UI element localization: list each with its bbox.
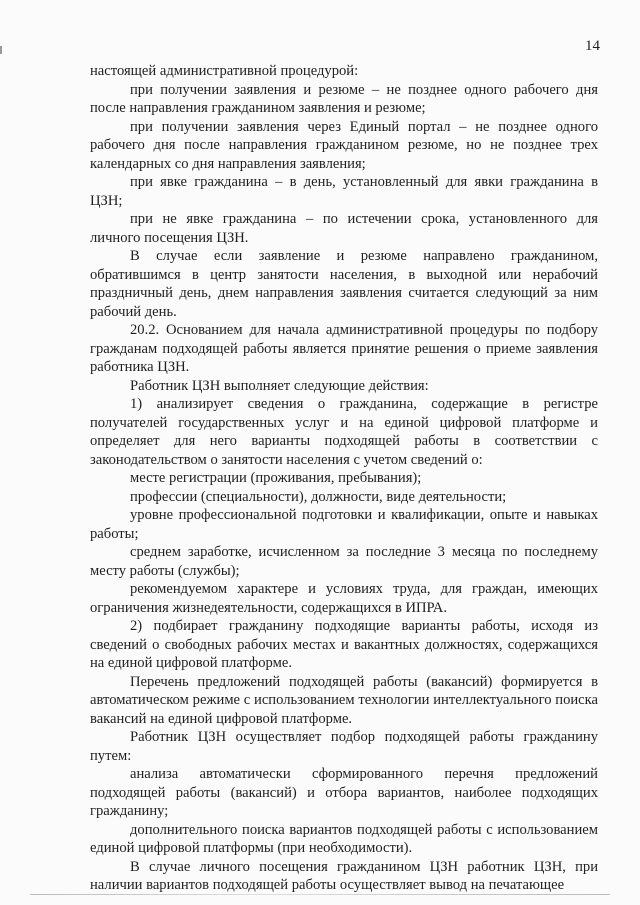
paragraph: при получении заявления через Единый портал – не позднее одного рабочего дня после направления гражданином резюме, но не позднее трех календарных со дня направления заявления; bbox=[90, 118, 598, 172]
paragraph: при не явке гражданина – по истечении срока, установленного для личного посещения ЦЗН. bbox=[90, 211, 598, 246]
paragraph: В случае личного посещения гражданином ЦЗН работник ЦЗН, при наличии вариантов подходящей работы осуществляет вывод на печатающее bbox=[90, 858, 598, 893]
paragraph: анализа автоматически сформированного перечня предложений подходящей работы (вакансий) и отбора вариантов, наиболее подходящих гражданину; bbox=[90, 766, 598, 819]
paragraph: 1) анализирует сведения о гражданина, содержащие в регистре получателей государственных услуг и на единой цифровой платформе и определяет для него варианты подходящей работы в соответствии с законодательством о занятости населения с учетом сведений о: bbox=[90, 396, 598, 468]
document-body bbox=[90, 62, 598, 895]
paragraph: настоящей административной процедурой: bbox=[90, 63, 359, 79]
paragraph: 2) подбирает гражданину подходящие варианты работы, исходя из сведений о свободных рабочих местах и вакантных должностях, содержащихся на единой цифровой платформе. bbox=[90, 618, 598, 671]
page-number: 14 bbox=[585, 38, 600, 54]
paragraph: Работник ЦЗН осуществляет подбор подходящей работы гражданину путем: bbox=[90, 729, 598, 764]
paragraph: Перечень предложений подходящей работы (вакансий) формируется в автоматическом режиме с использованием технологии интеллектуального поиска вакансий на единой цифровой платформе. bbox=[90, 673, 598, 727]
paragraph: Работник ЦЗН выполняет следующие действия: bbox=[130, 377, 429, 394]
paragraph: рекомендуемом характере и условиях труда, для граждан, имеющих ограничения жизнедеятельности, содержащихся в ИПРА. bbox=[90, 581, 598, 616]
paragraph: дополнительного поиска вариантов подходящей работы с использованием единой цифровой платформы (при необходимости). bbox=[90, 821, 598, 856]
scan-bottom-line bbox=[30, 894, 610, 895]
paragraph: В случае если заявление и резюме направлено гражданином, обратившимся в центр занятости населения, в выходной или нерабочий праздничный день, днем направления заявления считается следующий за ним рабочий день. bbox=[90, 248, 598, 320]
paragraph: месте регистрации (проживания, пребывания); bbox=[130, 470, 422, 486]
paragraph: 20.2. Основанием для начала административной процедуры по подбору гражданам подходящей работы является принятие решения о приеме заявления работника ЦЗН. bbox=[90, 322, 598, 375]
paragraph: среднем заработке, исчисленном за последние 3 месяца по последнему месту работы (службы); bbox=[90, 544, 598, 579]
paragraph: уровне профессиональной подготовки и квалификации, опыте и навыках работы; bbox=[90, 507, 598, 542]
paragraph: при получении заявления и резюме – не позднее одного рабочего дня после направления гражданином заявления и резюме; bbox=[90, 81, 598, 116]
paragraph: профессии (специальности), должности, виде деятельности; bbox=[130, 488, 507, 505]
paragraph: при явке гражданина – в день, установленный для явки гражданина в ЦЗН; bbox=[90, 174, 598, 209]
scan-edge-mark bbox=[0, 46, 2, 54]
